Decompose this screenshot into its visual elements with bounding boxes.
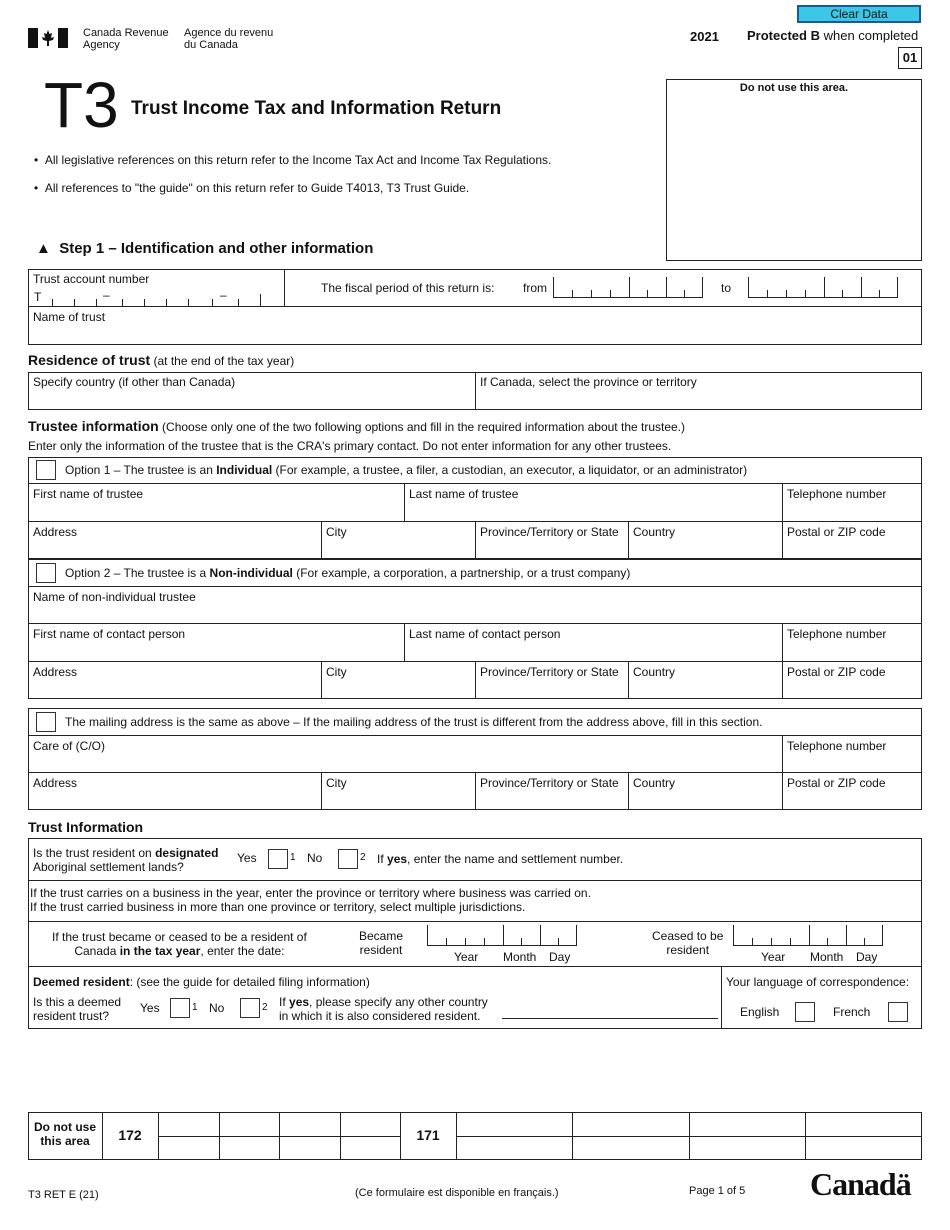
contact-last-input[interactable] [406, 642, 780, 660]
became-resident-date[interactable] [427, 926, 577, 946]
aboriginal-yes-checkbox[interactable] [268, 849, 288, 869]
trustee-note: Enter only the information of the trustee that is the CRA's primary contact. Do not enter information for any other trustees. [28, 439, 672, 453]
mailing-prov-select[interactable] [477, 791, 626, 809]
became-month-label: Month [503, 950, 537, 964]
form-code-footer: T3 RET E (21) [28, 1189, 99, 1201]
residence-province-select[interactable] [477, 390, 920, 408]
canada-wordmark: Canadä [810, 1166, 911, 1202]
trust-account-input[interactable]: T – – [30, 286, 282, 306]
nonind-postal-input[interactable] [784, 680, 920, 698]
aboriginal-no-code: 2 [360, 852, 366, 863]
residence-province-label: If Canada, select the province or territory [480, 375, 697, 389]
deemed-yes-checkbox[interactable] [170, 998, 190, 1018]
became-resident-label: Became resident [359, 929, 404, 957]
aboriginal-no-checkbox[interactable] [338, 849, 358, 869]
trustee-prov-label: Province/Territory or State [480, 525, 619, 539]
canada-flag-icon [28, 28, 68, 48]
aboriginal-no-label: No [307, 851, 323, 865]
tax-year: 2021 [690, 29, 719, 44]
trustee-city-input[interactable] [323, 540, 473, 558]
bullet-legislative: • All legislative references on this return refer to the Income Tax Act and Income Tax Regulations. [34, 153, 552, 167]
protected-label: Protected B when completed [747, 28, 919, 43]
nonind-prov-select[interactable] [477, 680, 626, 698]
contact-phone-label: Telephone number [787, 627, 887, 641]
form-title: Trust Income Tax and Information Return [131, 98, 502, 119]
aboriginal-yes-label: Yes [237, 851, 257, 865]
deemed-country-text: If yes, please specify any other country in which it is also considered resident. [279, 995, 488, 1023]
option1-label: Option 1 – The trustee is an Individual (For example, a trustee, a filer, a custodian, an executor, a liquidator, or an administrator) [65, 463, 748, 477]
option2-checkbox[interactable] [36, 563, 56, 583]
ceased-resident-label: Ceased to be resident [652, 929, 724, 957]
deemed-no-code: 2 [262, 1002, 268, 1013]
do-not-use-label: Do not use this area. [739, 82, 849, 94]
became-year-label: Year [454, 950, 479, 964]
do-not-use-area [666, 79, 922, 261]
deemed-yes-code: 1 [192, 1002, 198, 1013]
french-checkbox[interactable] [888, 1002, 908, 1022]
ceased-year-label: Year [761, 950, 786, 964]
french-availability: (Ce formulaire est disponible en français.) [355, 1187, 559, 1199]
trust-name-label: Name of trust [33, 310, 106, 324]
fiscal-period-label: The fiscal period of this return is: [321, 281, 495, 295]
mailing-prov-label: Province/Territory or State [480, 776, 619, 790]
mailing-city-input[interactable] [323, 791, 473, 809]
fiscal-from-label: from [523, 281, 547, 295]
residence-country-label: Specify country (if other than Canada) [33, 375, 236, 389]
agency-name-fr: Agence du revenu du Canada [184, 27, 274, 51]
trustee-postal-label: Postal or ZIP code [787, 525, 886, 539]
mailing-phone-label: Telephone number [787, 739, 887, 753]
trustee-postal-input[interactable] [784, 540, 920, 558]
aboriginal-if-yes: If yes, enter the name and settlement number. [377, 852, 624, 866]
deemed-question: Is this a deemed resident trust? [33, 995, 122, 1023]
page-number: Page 1 of 5 [689, 1185, 746, 1197]
mailing-address-input[interactable] [30, 791, 319, 809]
clear-data-button[interactable]: Clear Data [797, 5, 921, 23]
trustee-heading: Trustee information (Choose only one of the two following options and fill in the required information about the trustee.) [28, 418, 686, 434]
ceased-resident-date[interactable] [733, 926, 883, 946]
aboriginal-yes-code: 1 [290, 852, 296, 863]
nonind-country-label: Country [633, 665, 676, 679]
trust-account-label: Trust account number [33, 272, 150, 286]
fiscal-from-date[interactable] [553, 278, 703, 298]
mailing-same-label: The mailing address is the same as above – If the mailing address of the trust is different from the address above, fill in this section. [65, 715, 763, 729]
french-label: French [833, 1005, 871, 1019]
care-of-label: Care of (C/O) [33, 739, 106, 753]
contact-first-input[interactable] [30, 642, 402, 660]
mailing-city-label: City [326, 776, 347, 790]
ceased-month-label: Month [810, 950, 844, 964]
mailing-phone-input[interactable] [784, 754, 920, 771]
trustee-phone-input[interactable] [784, 502, 920, 520]
option2-label: Option 2 – The trustee is a Non-individual (For example, a corporation, a partnership, or a trust company) [65, 566, 631, 580]
nonind-postal-label: Postal or ZIP code [787, 665, 886, 679]
mailing-postal-input[interactable] [784, 791, 920, 809]
bullet-guide: • All references to "the guide" on this return refer to Guide T4013, T3 Trust Guide. [34, 181, 470, 195]
trust-name-input[interactable] [30, 324, 920, 343]
nonind-address-label: Address [33, 665, 78, 679]
step1-heading: ▲ Step 1 – Identification and other information [36, 240, 374, 257]
residence-country-input[interactable] [30, 390, 473, 408]
trustee-address-label: Address [33, 525, 78, 539]
nonind-city-input[interactable] [323, 680, 473, 698]
nonind-address-input[interactable] [30, 680, 319, 698]
mailing-address-label: Address [33, 776, 78, 790]
business-province-text[interactable]: If the trust carries on a business in the year, enter the province or territory where business was carried on. If the trust carried business in more than one province or territory, select multiple jurisdictions. [30, 886, 591, 914]
page-code: 01 [898, 47, 922, 69]
nonind-city-label: City [326, 665, 347, 679]
residency-change-text: If the trust became or ceased to be a resident of Canada in the tax year, enter the date: [52, 930, 307, 958]
language-label: Your language of correspondence: [726, 975, 910, 989]
care-of-input[interactable] [30, 754, 780, 771]
mailing-postal-label: Postal or ZIP code [787, 776, 886, 790]
agency-name-en: Canada Revenue Agency [83, 27, 169, 51]
deemed-country-input[interactable] [502, 1002, 718, 1019]
trustee-address-input[interactable] [30, 540, 319, 558]
mailing-country-label: Country [633, 776, 676, 790]
trustee-prov-select[interactable] [477, 540, 626, 558]
fiscal-to-label: to [721, 281, 732, 295]
code-172: 172 [118, 1127, 142, 1143]
trustee-first-label: First name of trustee [33, 487, 144, 501]
contact-phone-input[interactable] [784, 642, 920, 660]
nonindividual-name-input[interactable] [30, 604, 920, 622]
trustee-country-label: Country [633, 525, 676, 539]
trustee-phone-label: Telephone number [787, 487, 887, 501]
fiscal-to-date[interactable] [748, 278, 898, 298]
became-day-label: Day [549, 950, 571, 964]
trustee-city-label: City [326, 525, 347, 539]
deemed-no-checkbox[interactable] [240, 998, 260, 1018]
english-checkbox[interactable] [795, 1002, 815, 1022]
trustee-last-label: Last name of trustee [409, 487, 519, 501]
trustee-last-input[interactable] [406, 502, 780, 520]
contact-first-label: First name of contact person [33, 627, 186, 641]
deemed-no-label: No [209, 1001, 225, 1015]
nonindividual-name-label: Name of non-individual trustee [33, 590, 196, 604]
trust-info-heading: Trust Information [28, 819, 144, 835]
deemed-yes-label: Yes [140, 1001, 160, 1015]
nonind-country-input[interactable] [630, 680, 780, 698]
trustee-first-input[interactable] [30, 502, 402, 520]
form-code: T3 [44, 69, 119, 141]
contact-last-label: Last name of contact person [409, 627, 561, 641]
nonind-prov-label: Province/Territory or State [480, 665, 619, 679]
option1-checkbox[interactable] [36, 460, 56, 480]
mailing-same-checkbox[interactable] [36, 712, 56, 732]
residence-heading: Residence of trust (at the end of the tax year) [28, 352, 295, 368]
code-171: 171 [416, 1127, 440, 1143]
mailing-country-input[interactable] [630, 791, 780, 809]
ceased-day-label: Day [856, 950, 878, 964]
trustee-country-input[interactable] [630, 540, 780, 558]
aboriginal-question: Is the trust resident on designated Aboriginal settlement lands? [33, 846, 219, 874]
bottom-do-not-use-label: Do not use this area [34, 1120, 96, 1148]
deemed-resident-heading: Deemed resident: (see the guide for detailed filing information) [33, 975, 370, 989]
english-label: English [740, 1005, 780, 1019]
